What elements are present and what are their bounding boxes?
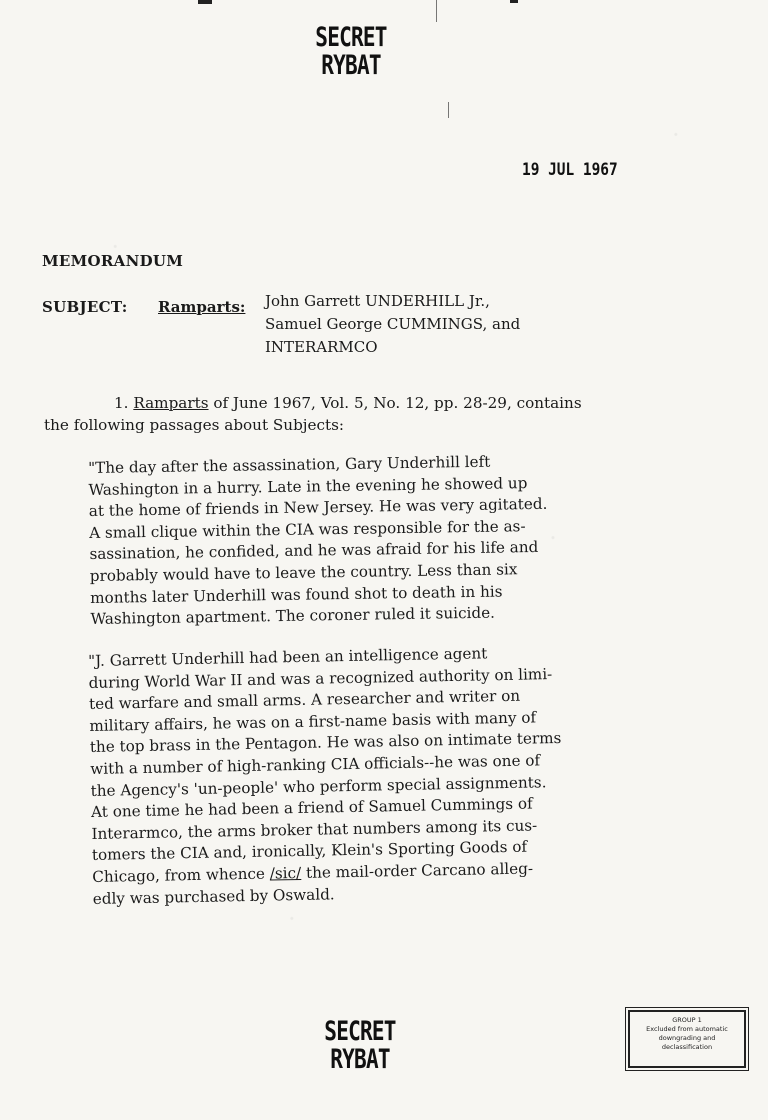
classification-bottom-line-1: SECRET	[324, 1016, 396, 1047]
quote-1-line-3: at the home of friends in New Jersey. He was very agitated.	[88, 494, 548, 521]
quote-1-line-1: "The day after the assassination, Gary Underhill left	[88, 452, 491, 477]
group-stamp	[628, 1010, 746, 1068]
subject-publication: Ramparts:	[158, 298, 246, 316]
quote-1-line-8: Washington apartment. The coroner ruled it suicide.	[90, 603, 496, 629]
subject-line-3: INTERARMCO	[265, 338, 378, 356]
quote-1-line-7: months later Underhill was found shot to death in his	[90, 582, 503, 607]
quote-2-line-7: the Agency's 'un-people' who perform special assignments.	[90, 772, 547, 800]
group-stamp-line-1: GROUP 1	[672, 1016, 702, 1024]
subject-line-2: Samuel George CUMMINGS, and	[265, 315, 521, 333]
classification-bottom	[309, 1018, 410, 1074]
quote-2-line-9: Interarmco, the arms broker that numbers among its cus-	[91, 816, 538, 843]
group-stamp-line-4: declassification	[661, 1043, 713, 1051]
copy-artifact-tick	[448, 102, 449, 118]
paragraph-1-line-1	[44, 393, 582, 415]
quote-1-line-5: sassination, he confided, and he was afraid for his life and	[89, 538, 539, 564]
quote-1-line-2: Washington in a hurry. Late in the evening he showed up	[88, 473, 528, 499]
classification-top	[300, 24, 401, 80]
quote-2-line-8: At one time he had been a friend of Samuel Cummings of	[90, 794, 533, 822]
classification-top-line-2: RYBAT	[321, 50, 381, 81]
group-stamp-line-3: downgrading and	[658, 1034, 716, 1042]
paragraph-number: 1.	[114, 394, 129, 412]
copy-artifact-top-left	[198, 0, 212, 4]
paragraph-1-line-2: the following passages about Subjects:	[44, 415, 345, 434]
copy-artifact-vertical	[436, 0, 437, 22]
quote-2-line-4: military affairs, he was on a first-name basis with many of	[89, 708, 537, 735]
quote-2-line-2: during World War II and was a recognized authority on limi-	[88, 664, 553, 692]
quote-2-line-11-after: the mail-order Carcano alleg-	[301, 859, 534, 882]
quote-2-line-10: tomers the CIA and, ironically, Klein's Sporting Goods of	[91, 837, 528, 865]
paragraph-1	[44, 393, 582, 436]
subject-line-1: John Garrett UNDERHILL Jr.,	[265, 292, 490, 310]
copy-artifact-top-right	[510, 0, 518, 3]
quote-1-line-4: A small clique within the CIA was responsible for the as-	[89, 516, 526, 542]
quote-2-line-6: with a number of high-ranking CIA officials--he was one of	[90, 751, 541, 778]
paragraph-1-line-1-rest: of June 1967, Vol. 5, No. 12, pp. 28-29, contains	[208, 394, 582, 412]
quote-2-line-12: edly was purchased by Oswald.	[92, 884, 335, 908]
quote-2-line-3: ted warfare and small arms. A researcher and writer on	[88, 686, 521, 714]
quote-1-line-6: probably would have to leave the country. Less than six	[89, 560, 518, 585]
date-stamp: 19 JUL 1967	[522, 160, 618, 180]
subject-lines	[265, 290, 520, 359]
sic-marker: /sic/	[269, 863, 302, 883]
memo-heading: MEMORANDUM	[42, 252, 184, 270]
quote-2-line-11-before: Chicago, from whence	[92, 864, 270, 886]
group-stamp-line-2: Excluded from automatic	[646, 1025, 728, 1033]
quotation-1	[88, 451, 549, 631]
quote-2-line-5: the top brass in the Pentagon. He was also on intimate terms	[89, 729, 562, 757]
quotation-2	[88, 642, 564, 910]
classification-top-line-1: SECRET	[315, 22, 387, 53]
quote-2-line-1: "J. Garrett Underhill had been an intelligence agent	[88, 644, 488, 670]
subject-label: SUBJECT:	[42, 298, 128, 316]
classification-bottom-line-2: RYBAT	[330, 1044, 390, 1075]
publication-name: Ramparts	[133, 394, 209, 412]
